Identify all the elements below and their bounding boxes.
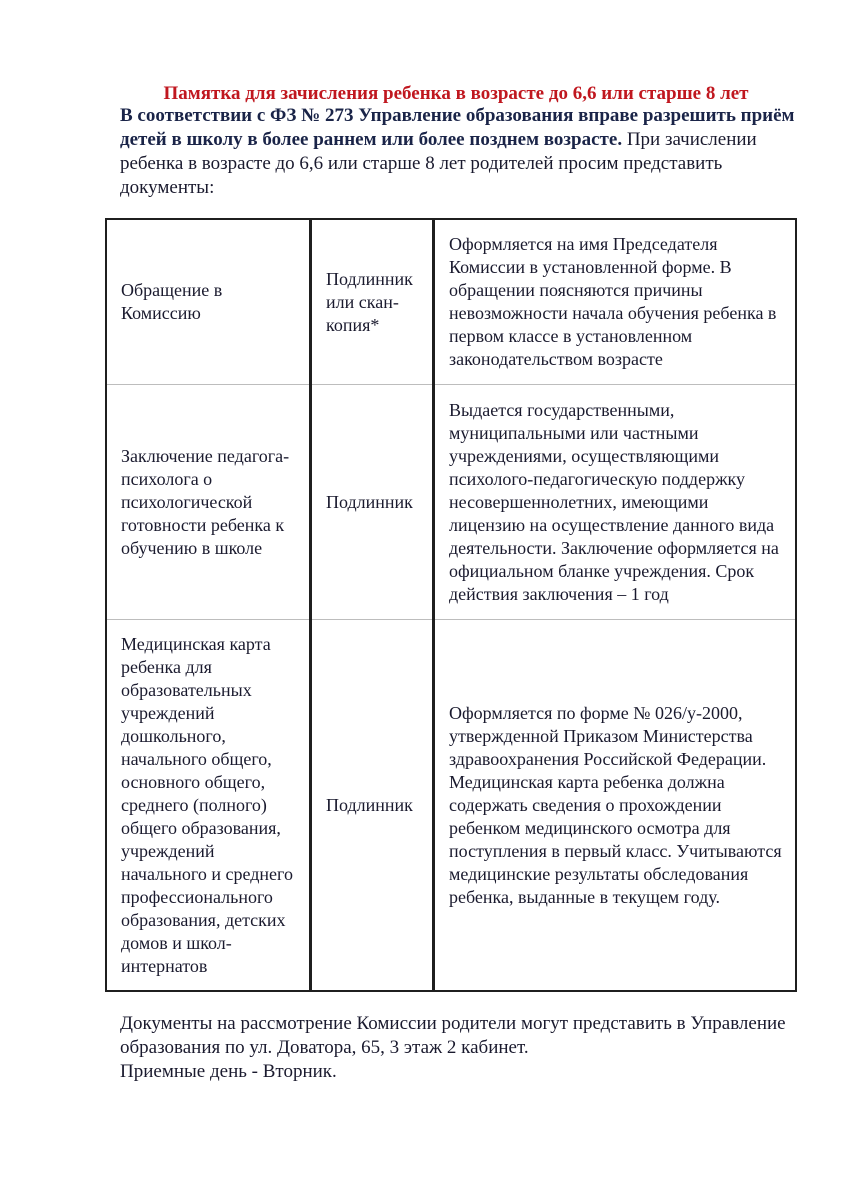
table-row xyxy=(106,620,796,992)
table-row xyxy=(106,385,796,620)
intro-bold-text: В соответствии с ФЗ № 273 Управление образования вправе разрешить приём детей в школу в более раннем или более позднем возрасте. xyxy=(120,105,795,150)
footer-note xyxy=(120,1012,800,1084)
page-title: Памятка для зачисления ребенка в возрасте до 6,6 или старше 8 лет xyxy=(163,83,749,104)
intro-paragraph xyxy=(120,104,800,200)
document-form-cell: Подлинник xyxy=(311,620,434,992)
table-row xyxy=(106,219,796,385)
document-description-cell: Оформляется на имя Председателя Комиссии в установленной форме. В обращении поясняются причины невозможности начала обучения ребенка в первом классе в установленном законодательством возрасте xyxy=(434,219,797,385)
footer-reception-day-text: Приемные день - Вторник. xyxy=(120,1061,337,1082)
document-name-cell: Обращение в Комиссию xyxy=(106,219,311,385)
document-description-cell: Выдается государственными, муниципальными или частными учреждениями, осуществляющими психолого-педагогическую поддержку несовершеннолетних, имеющими лицензию на осуществление данного вида деятельности. Заключение оформляется на официальном бланке учреждения. Срок действия заключения – 1 год xyxy=(434,385,797,620)
document-name-cell: Медицинская карта ребенка для образовательных учреждений дошкольного, начального общего, основного общего, среднего (полного) общего образования, учреждений начального и среднего профессионального образования, детских домов и школ-интернатов xyxy=(106,620,311,992)
document-name-cell: Заключение педагога-психолога о психологической готовности ребенка к обучению в школе xyxy=(106,385,311,620)
documents-table xyxy=(105,218,797,992)
document-form-cell: Подлинник xyxy=(311,385,434,620)
intro-normal-text: При зачислении ребенка в возрасте до 6,6 или старше 8 лет родителей просим представить документы: xyxy=(120,129,757,198)
document-description-cell: Оформляется по форме № 026/у-2000, утвержденной Приказом Министерства здравоохранения Российской Федерации. Медицинская карта ребенка должна содержать сведения о прохождении ребенком медицинского осмотра для поступления в первый класс. Учитываются медицинские результаты обследования ребенка, выданные в текущем году. xyxy=(434,620,797,992)
document-form-cell: Подлинник или скан-копия* xyxy=(311,219,434,385)
footer-address-text: Документы на рассмотрение Комиссии родители могут представить в Управление образования по ул. Доватора, 65, 3 этаж 2 кабинет. xyxy=(120,1013,786,1058)
